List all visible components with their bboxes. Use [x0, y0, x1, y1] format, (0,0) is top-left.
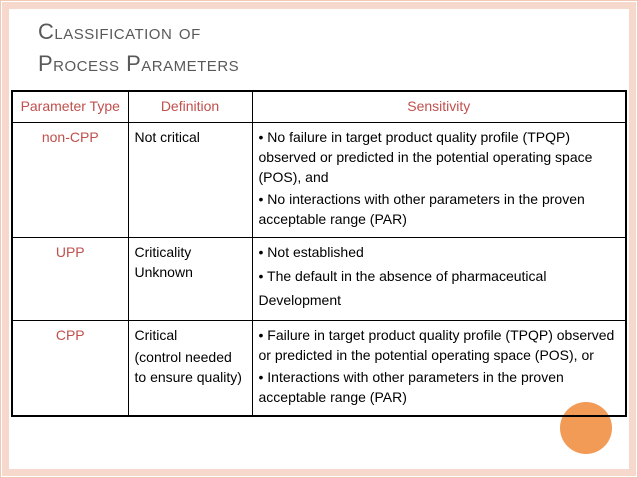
sensitivity-item: • No failure in target product quality profile (TPQP) observed or predicted in the potential operating space (POS), and	[258, 129, 593, 185]
definition-text: Not critical	[134, 129, 200, 145]
table-row	[12, 321, 626, 417]
row-definition	[128, 123, 252, 238]
sensitivity-item: • No interactions with other parameters in the proven acceptable range (PAR)	[258, 191, 585, 227]
slide-title-line-2: Process Parameters	[38, 51, 240, 76]
frame-top-border	[2, 2, 636, 9]
row-sensitivity	[252, 238, 626, 321]
row-sensitivity	[252, 321, 626, 417]
sensitivity-item: • Failure in target product quality profile (TPQP) observed or predicted in the potential operating space (POS), or	[258, 327, 615, 363]
table-row	[12, 123, 626, 238]
slide-title-line-1: Classification of	[38, 19, 201, 44]
sensitivity-item: • The default in the absence of pharmaceutical Development	[258, 268, 547, 308]
row-type: UPP	[12, 238, 128, 321]
sensitivity-item: • Interactions with other parameters in the proven acceptable range (PAR)	[258, 369, 564, 405]
row-type: CPP	[12, 321, 128, 417]
row-type: non-CPP	[12, 123, 128, 238]
table-header-row	[12, 91, 626, 123]
header-definition: Definition	[128, 91, 252, 123]
slide-title	[38, 16, 239, 80]
row-definition	[128, 238, 252, 321]
table-row	[12, 238, 626, 321]
definition-text: Critical	[134, 327, 178, 343]
definition-text: Criticality Unknown	[134, 244, 193, 280]
header-sensitivity: Sensitivity	[252, 91, 626, 123]
row-definition	[128, 321, 252, 417]
frame-right-border	[629, 2, 636, 476]
row-sensitivity	[252, 123, 626, 238]
frame-bottom-border	[2, 469, 636, 476]
header-parameter-type: Parameter Type	[12, 91, 128, 123]
frame-left-border	[2, 2, 9, 476]
parameters-table	[11, 90, 627, 417]
definition-note: (control needed to ensure quality)	[134, 349, 242, 385]
sensitivity-item: • Not established	[258, 244, 364, 260]
